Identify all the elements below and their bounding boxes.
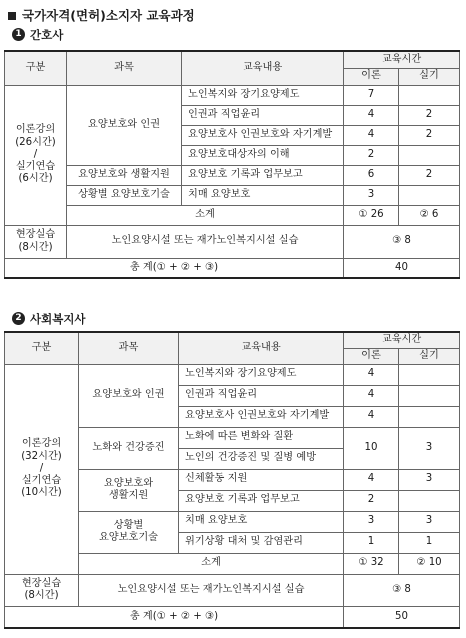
header-division: 구분 — [5, 332, 79, 364]
practice-hours: 3 — [399, 469, 460, 490]
section-title-nurse — [12, 27, 63, 43]
content-cell: 위기상황 대처 및 감염관리 — [179, 532, 344, 553]
header-content: 교육내용 — [179, 332, 344, 364]
total-value: 50 — [344, 606, 460, 628]
division-field-practice: 현장실습 (8시간) — [5, 225, 67, 258]
header-subject: 과목 — [79, 332, 179, 364]
subtotal-theory: ① 26 — [344, 205, 399, 225]
theory-hours: 2 — [344, 145, 399, 165]
field-practice-row — [5, 225, 460, 258]
header-hours: 교육시간 — [344, 51, 460, 68]
content-cell: 치매 요양보호 — [179, 511, 344, 532]
practice-hours: 3 — [399, 427, 460, 469]
theory-hours: 1 — [344, 532, 399, 553]
content-cell: 노인의 건강증진 및 질병 예방 — [179, 448, 344, 469]
content-cell: 신체활동 지원 — [179, 469, 344, 490]
subtotal-theory: ① 32 — [344, 553, 399, 574]
theory-hours: 3 — [344, 511, 399, 532]
total-value: 40 — [344, 258, 460, 278]
header-theory: 이론 — [344, 68, 399, 85]
theory-hours: 4 — [344, 105, 399, 125]
field-practice-content: 노인요양시설 또는 재가노인복지시설 실습 — [79, 574, 344, 606]
theory-hours: 10 — [344, 427, 399, 469]
subtotal-practice: ② 6 — [399, 205, 460, 225]
subject-human-rights: 요양보호와 인권 — [79, 364, 179, 427]
content-cell: 요양보호 기록과 업무보고 — [179, 490, 344, 511]
theory-hours: 4 — [344, 406, 399, 427]
theory-hours: 2 — [344, 490, 399, 511]
practice-hours: 2 — [399, 125, 460, 145]
practice-hours — [399, 385, 460, 406]
header-content: 교육내용 — [182, 51, 344, 85]
subtotal-practice: ② 10 — [399, 553, 460, 574]
field-practice-hours: ③ 8 — [344, 225, 460, 258]
division-field-practice: 현장실습 (8시간) — [5, 574, 79, 606]
section-title-nurse-text: 간호사 — [30, 28, 64, 42]
social-worker-curriculum-table — [4, 331, 460, 629]
total-row — [5, 606, 460, 628]
practice-hours: 2 — [399, 105, 460, 125]
content-cell: 노인복지와 장기요양제도 — [182, 85, 344, 105]
theory-hours: 4 — [344, 469, 399, 490]
subtotal-label: 소계 — [79, 553, 344, 574]
content-cell: 요양보호대상자의 이해 — [182, 145, 344, 165]
table-header-row — [5, 51, 460, 68]
theory-hours: 4 — [344, 364, 399, 385]
field-practice-content: 노인요양시설 또는 재가노인복지시설 실습 — [67, 225, 344, 258]
number-circle-icon: 1 — [12, 28, 25, 41]
section-title-social-text: 사회복지사 — [30, 312, 86, 326]
theory-hours: 3 — [344, 185, 399, 205]
header-subject: 과목 — [67, 51, 182, 85]
content-cell: 요양보호 기록과 업무보고 — [182, 165, 344, 185]
table-row — [5, 165, 460, 185]
theory-hours: 7 — [344, 85, 399, 105]
field-practice-row — [5, 574, 460, 606]
practice-hours — [399, 185, 460, 205]
checkbox-square-icon — [8, 12, 16, 20]
section-title-social-worker — [12, 311, 86, 327]
practice-hours: 1 — [399, 532, 460, 553]
content-cell: 인권과 직업윤리 — [179, 385, 344, 406]
theory-hours: 6 — [344, 165, 399, 185]
table-row — [5, 85, 460, 105]
practice-hours: 3 — [399, 511, 460, 532]
page-title — [8, 6, 195, 24]
table-header-row — [5, 332, 460, 348]
practice-hours: 2 — [399, 165, 460, 185]
number-circle-icon: 2 — [12, 312, 25, 325]
practice-hours — [399, 406, 460, 427]
practice-hours — [399, 85, 460, 105]
header-theory: 이론 — [344, 348, 399, 364]
subject-human-rights: 요양보호와 인권 — [67, 85, 182, 165]
nurse-curriculum-table — [4, 50, 460, 279]
theory-hours: 4 — [344, 125, 399, 145]
subject-situational: 상황별 요양보호기술 — [67, 185, 182, 205]
field-practice-hours: ③ 8 — [344, 574, 460, 606]
subject-aging-health: 노화와 건강증진 — [79, 427, 179, 469]
practice-hours — [399, 364, 460, 385]
content-cell: 노화에 따른 변화와 질환 — [179, 427, 344, 448]
header-hours: 교육시간 — [344, 332, 460, 348]
subtotal-row — [5, 205, 460, 225]
header-practice: 실기 — [399, 348, 460, 364]
total-label: 총 계(① + ② + ③) — [5, 606, 344, 628]
subject-life-support: 요양보호와 생활지원 — [67, 165, 182, 185]
table-row — [5, 364, 460, 385]
division-theory-practice: 이론강의 (32시간) / 실기연습 (10시간) — [5, 364, 79, 574]
subtotal-label: 소계 — [67, 205, 344, 225]
practice-hours — [399, 145, 460, 165]
page-title-text: 국가자격(면허)소지자 교육과정 — [22, 8, 195, 23]
content-cell: 요양보호사 인권보호와 자기계발 — [182, 125, 344, 145]
content-cell: 치매 요양보호 — [182, 185, 344, 205]
division-theory-practice: 이론강의 (26시간) / 실기연습 (6시간) — [5, 85, 67, 225]
total-label: 총 계(① + ② + ③) — [5, 258, 344, 278]
table-row — [5, 185, 460, 205]
subject-life-support: 요양보호와 생활지원 — [79, 469, 179, 511]
practice-hours — [399, 490, 460, 511]
content-cell: 요양보호사 인권보호와 자기계발 — [179, 406, 344, 427]
header-practice: 실기 — [399, 68, 460, 85]
content-cell: 인권과 직업윤리 — [182, 105, 344, 125]
content-cell: 노인복지와 장기요양제도 — [179, 364, 344, 385]
theory-hours: 4 — [344, 385, 399, 406]
header-division: 구분 — [5, 51, 67, 85]
subject-situational: 상황별 요양보호기술 — [79, 511, 179, 553]
total-row — [5, 258, 460, 278]
